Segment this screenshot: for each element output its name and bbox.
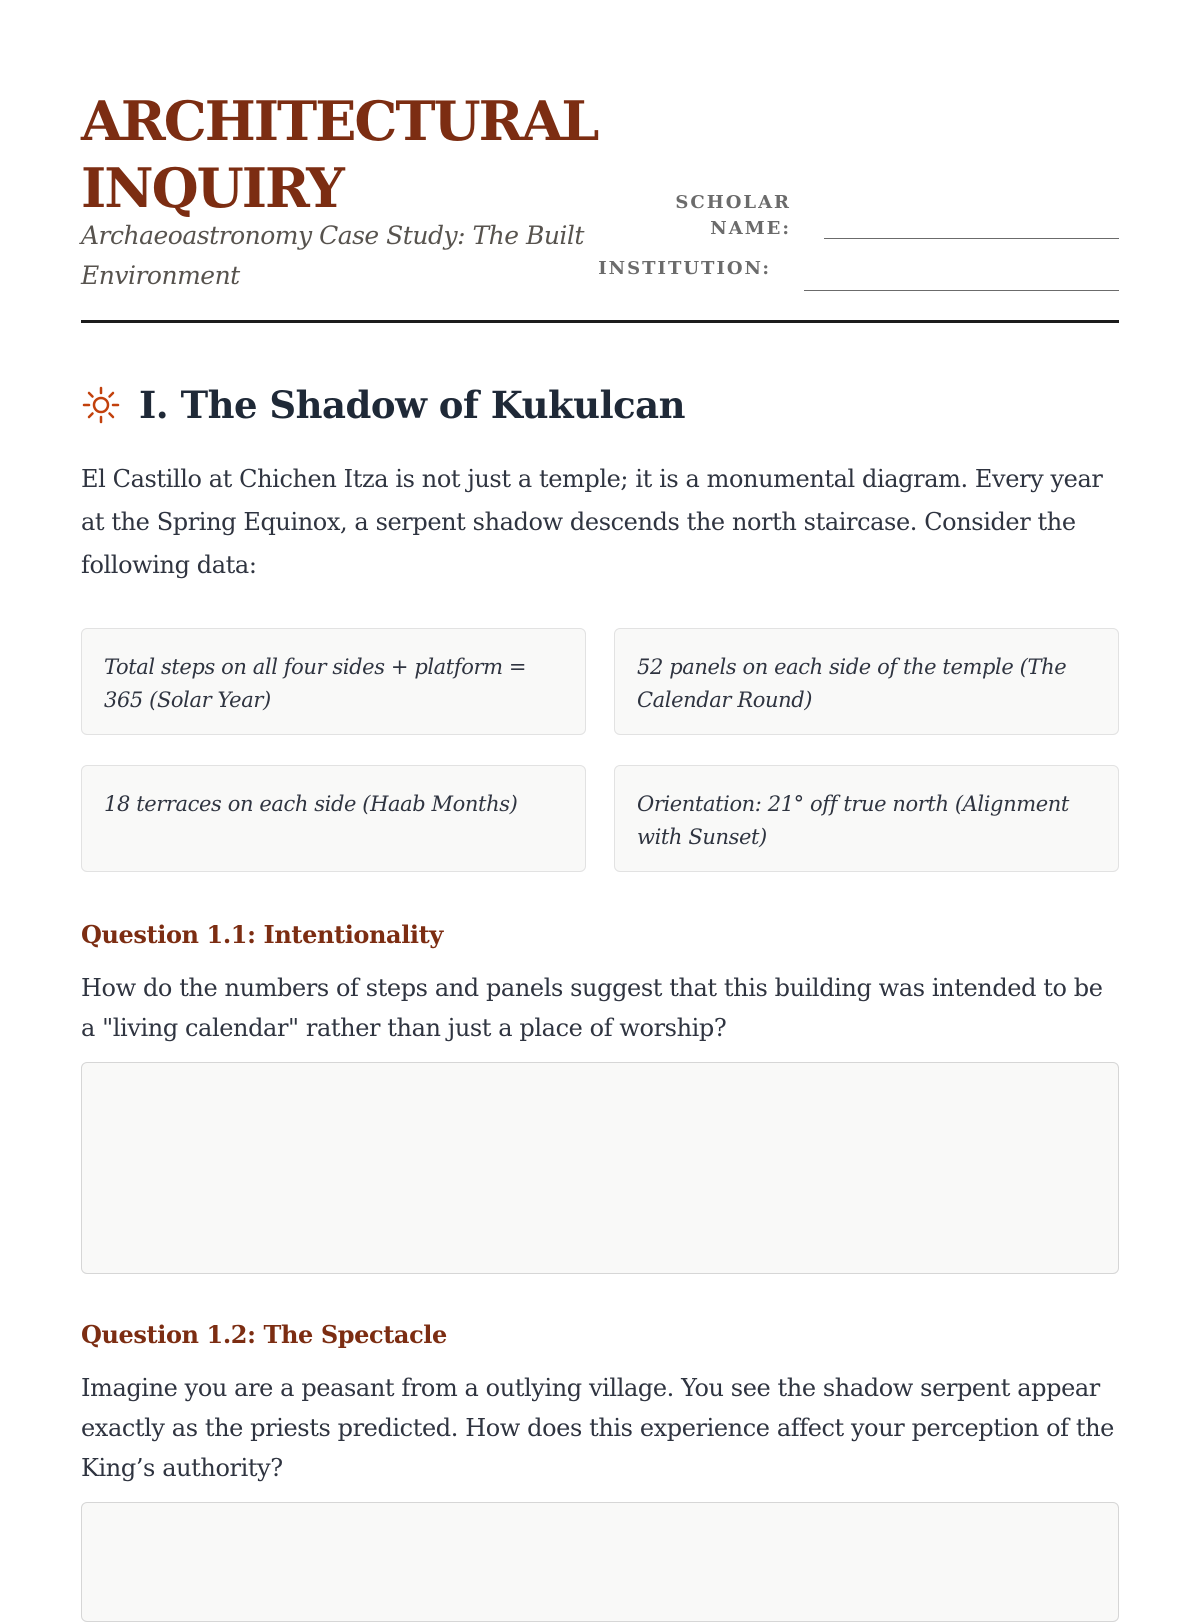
worksheet-page	[81, 0, 1119, 1600]
title-line-1: ARCHITECTURAL	[81, 89, 598, 153]
fact-card: Orientation: 21° off true north (Alignment with Sunset)	[614, 765, 1119, 872]
question-1-1-text: How do the numbers of steps and panels suggest that this building was intended to be a "living calendar" rather than just a place of worship?	[81, 974, 1103, 1042]
scholar-label-line-1: SCHOLAR	[675, 192, 791, 213]
institution-field[interactable]	[804, 290, 1119, 291]
fact-card: Total steps on all four sides + platform = 365 (Solar Year)	[81, 628, 586, 735]
question-1-2-answer-box[interactable]	[81, 1502, 1119, 1622]
fact-card: 18 terraces on each side (Haab Months)	[81, 765, 586, 872]
title-line-2: INQUIRY	[81, 156, 343, 220]
institution-label: INSTITUTION:	[598, 258, 771, 279]
header-divider	[81, 320, 1119, 323]
question-1-1-answer-box[interactable]	[81, 1062, 1119, 1274]
sun-icon	[81, 385, 121, 425]
page-title	[81, 88, 641, 222]
section-intro: El Castillo at Chichen Itza is not just a temple; it is a monumental diagram. Every year at the Spring Equinox, a serpent shadow descends the north staircase. Consider the following data:	[81, 465, 1103, 579]
page-subtitle: Archaeoastronomy Case Study: The Built Environment	[81, 221, 584, 290]
question-1-2-text: Imagine you are a peasant from a outlying village. You see the shadow serpent appear exactly as the priests predicted. How does this experience affect your perception of the King’s authority?	[81, 1374, 1114, 1482]
scholar-name-field[interactable]	[824, 238, 1119, 239]
question-1-2-title: Question 1.2: The Spectacle	[81, 1320, 447, 1349]
question-1-1-title: Question 1.1: Intentionality	[81, 920, 443, 949]
fact-card: 52 panels on each side of the temple (The Calendar Round)	[614, 628, 1119, 735]
scholar-label-line-2: NAME:	[710, 218, 791, 239]
section-heading	[81, 380, 685, 430]
section-title: I. The Shadow of Kukulcan	[139, 383, 686, 427]
worksheet-header	[81, 80, 1119, 324]
scholar-name-label	[667, 190, 791, 242]
